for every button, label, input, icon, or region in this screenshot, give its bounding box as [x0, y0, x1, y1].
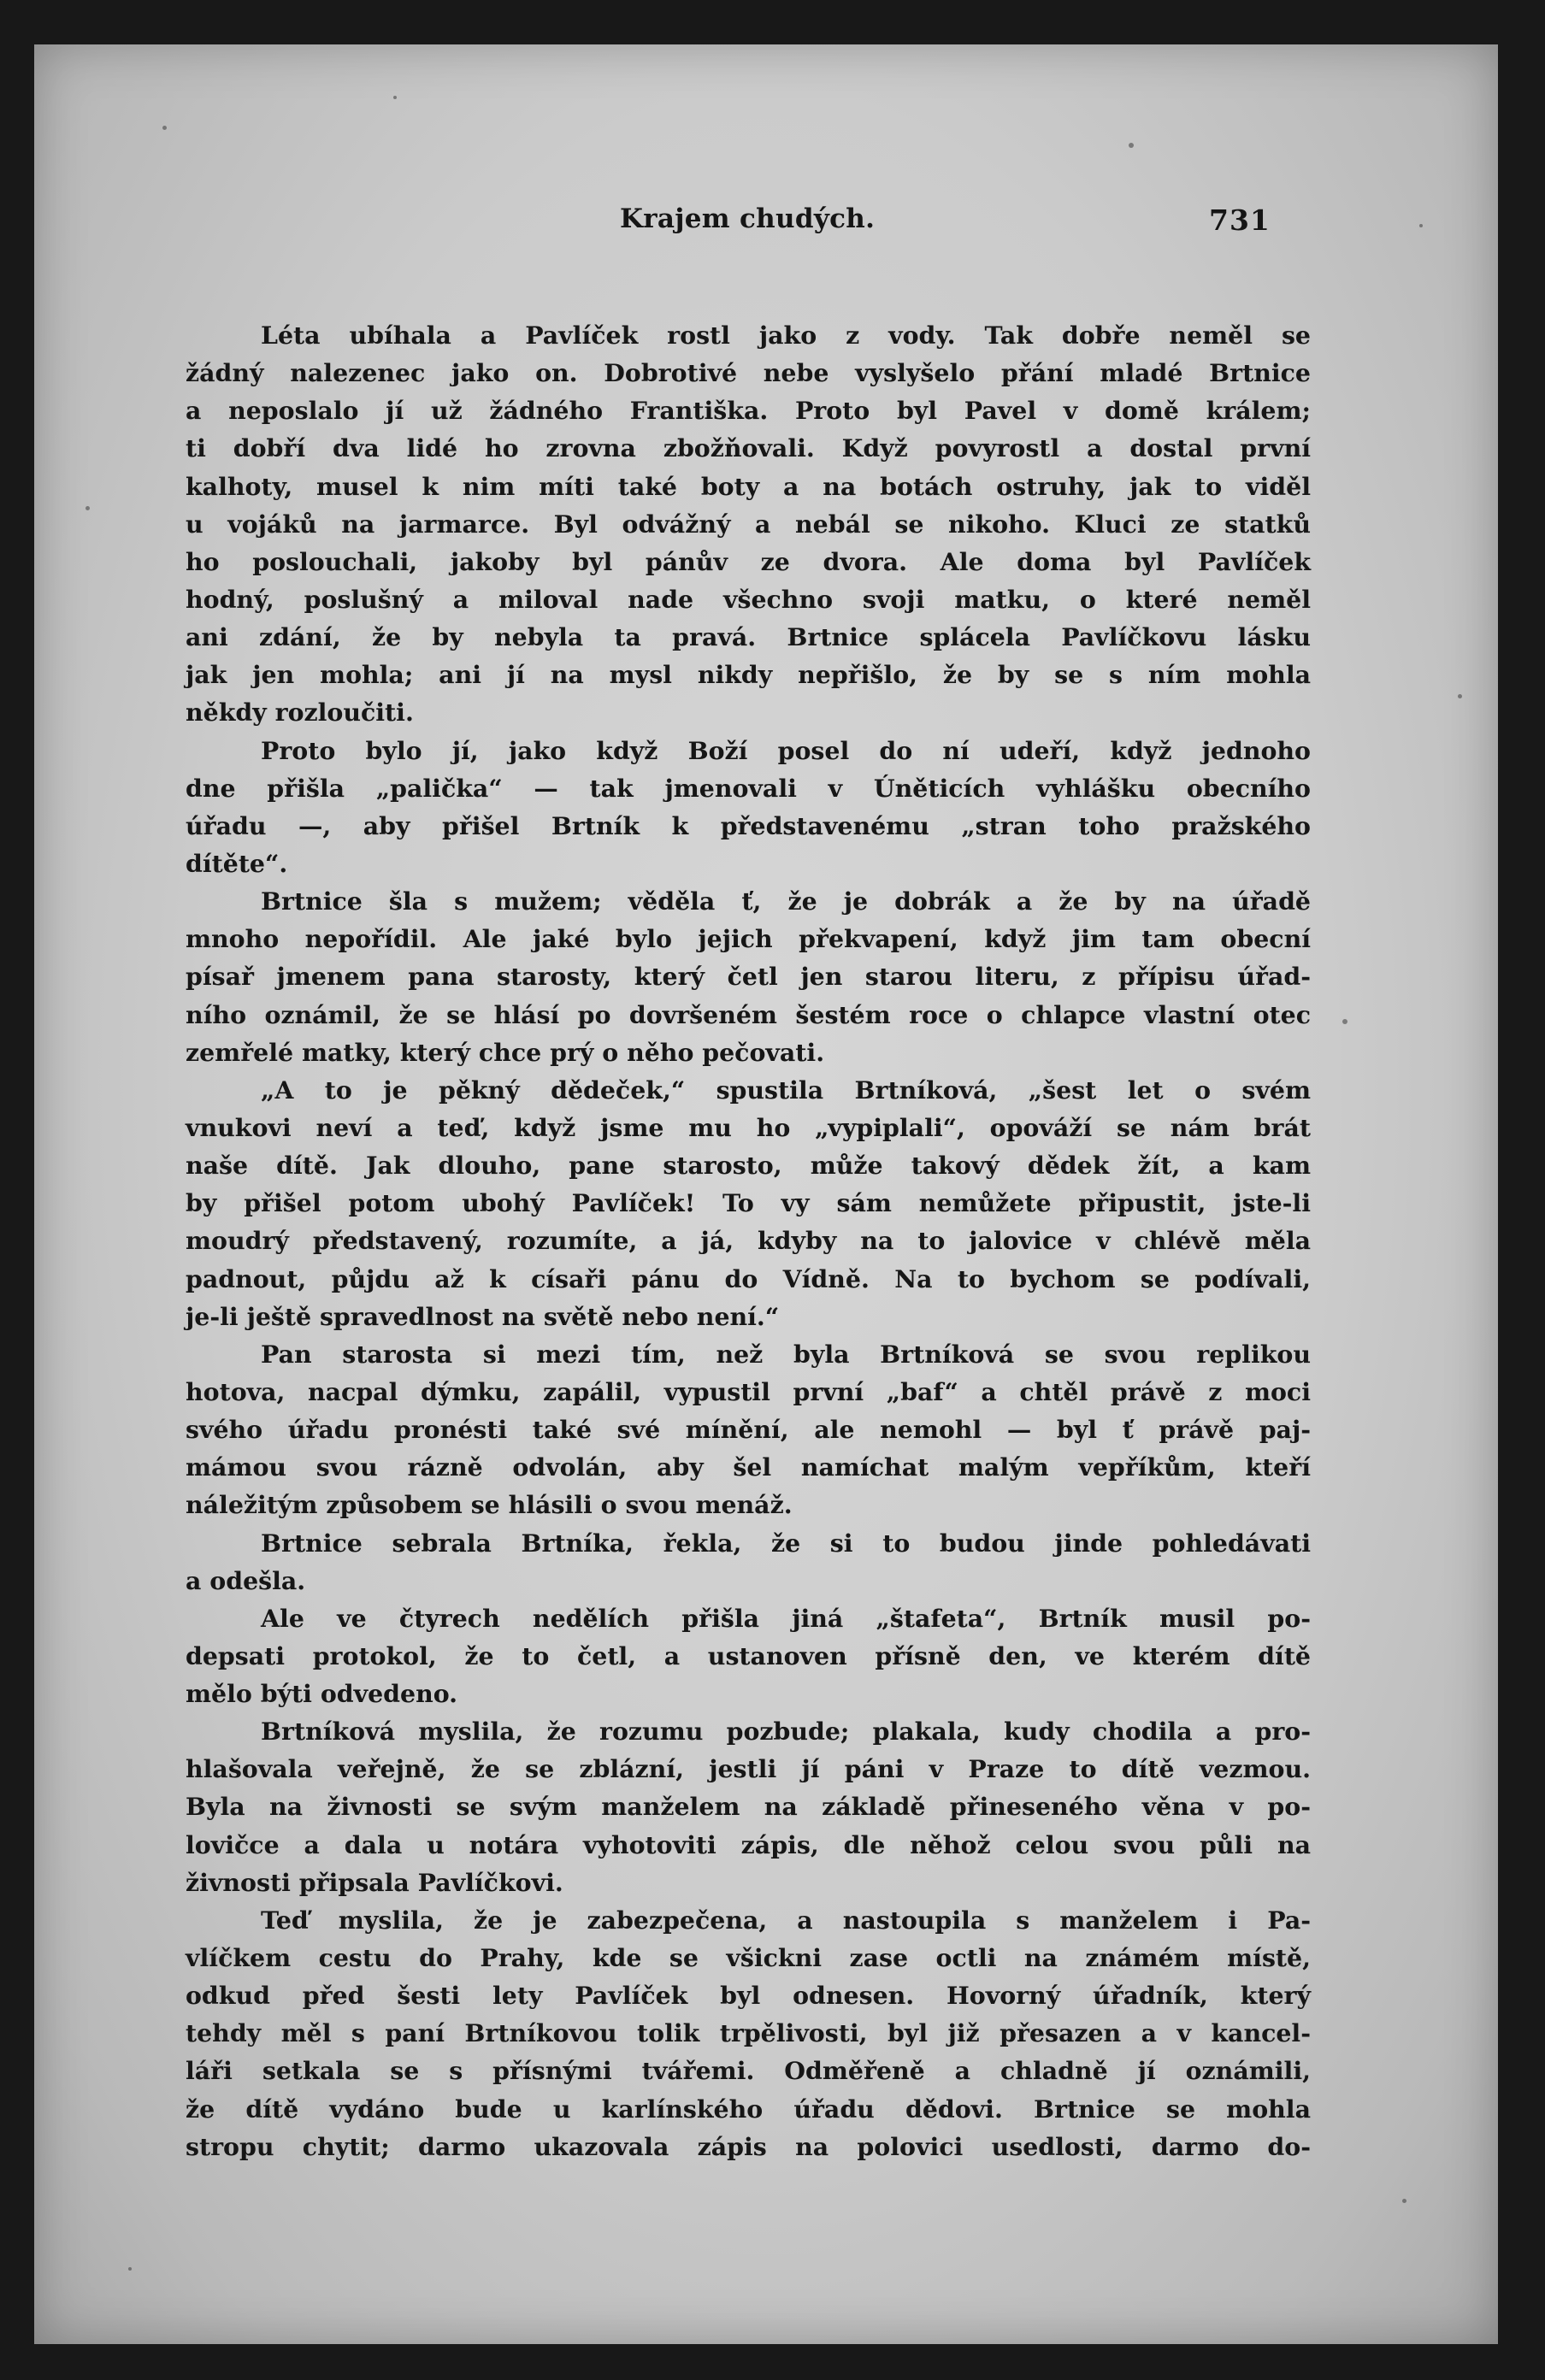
- text-line: mnoho nepořídil. Ale jaké bylo jejich překvapení, když jim tam obecní: [186, 924, 1311, 954]
- text-line: naše dítě. Jak dlouho, pane starosto, může takový dědek žít, a kam: [186, 1151, 1311, 1181]
- text-line: Brtnice šla s mužem; věděla ť, že je dobrák a že by na úřadě: [261, 887, 1311, 916]
- text-line: náležitým způsobem se hlásili o svou menáž.: [186, 1490, 793, 1520]
- text-line: je-li ještě spravedlnost na světě nebo není.“: [186, 1301, 780, 1331]
- text-line: Ale ve čtyrech nedělích přišla jiná „štafeta“, Brtník musil po-: [261, 1603, 1311, 1633]
- paragraph: [186, 1524, 1311, 1599]
- paragraph: [186, 882, 1311, 1071]
- text-line: ního oznámil, že se hlásí po dovršeném šestém roce o chlapce vlastní otec: [186, 999, 1311, 1029]
- text-line: žádný nalezenec jako on. Dobrotivé nebe vyslyšelo přání mladé Brtnice: [186, 358, 1311, 388]
- text-line: živnosti připsala Pavlíčkovi.: [186, 1867, 563, 1897]
- text-line: mělo býti odvedeno.: [186, 1679, 458, 1709]
- text-line: a neposlalo jí už žádného Františka. Proto byl Pavel v domě králem;: [186, 396, 1311, 426]
- text-line: vnukovi neví a teď, když jsme mu ho „vypiplali“, opováží se nám brát: [186, 1112, 1311, 1142]
- text-line: hlašovala veřejně, že se zblázní, jestli jí páni v Praze to dítě vezmou.: [186, 1754, 1311, 1784]
- dust-speck: [86, 506, 90, 510]
- text-line: padnout, půjdu až k císaři pánu do Vídně. Na to bychom se podívali,: [186, 1264, 1311, 1293]
- text-line: Brtnice sebrala Brtníka, řekla, že si to budou jinde pohledávati: [261, 1528, 1311, 1558]
- text-line: lovičce a dala u notára vyhotoviti zápis, dle něhož celou svou půli na: [186, 1829, 1311, 1859]
- text-line: dne přišla „palička“ — tak jmenovali v Úněticích vyhlášku obecního: [186, 773, 1311, 803]
- dust-speck: [128, 2267, 132, 2271]
- book-page: [34, 44, 1498, 2344]
- text-line: ho poslouchali, jakoby byl pánův ze dvora. Ale doma byl Pavlíček: [186, 546, 1311, 576]
- text-line: písař jmenem pana starosty, který četl jen starou literu, z přípisu úřad-: [186, 962, 1311, 992]
- text-line: láři setkala se s přísnými tvářemi. Odměřeně a chladně jí oznámili,: [186, 2056, 1311, 2086]
- page-number: 731: [1209, 203, 1271, 237]
- paragraph: [186, 1335, 1311, 1524]
- text-line: úřadu —, aby přišel Brtník k představenému „stran toho pražského: [186, 810, 1311, 840]
- text-line: u vojáků na jarmarce. Byl odvážný a nebál se nikoho. Kluci ze statků: [186, 509, 1311, 539]
- text-line: ti dobří dva lidé ho zrovna zbožňovali. Když povyrostl a dostal první: [186, 433, 1311, 463]
- text-line: hodný, poslušný a miloval nade všechno svoji matku, o které neměl: [186, 584, 1311, 614]
- dust-speck: [393, 96, 397, 99]
- text-line: dítěte“.: [186, 848, 288, 878]
- text-line: vlíčkem cestu do Prahy, kde se všickni zase octli na známém místě,: [186, 1943, 1311, 1973]
- body-text: [186, 316, 1311, 2165]
- text-line: stropu chytit; darmo ukazovala zápis na polovici usedlosti, darmo do-: [186, 2131, 1311, 2161]
- text-line: mámou svou rázně odvolán, aby šel namíchat malým vepříkům, kteří: [186, 1452, 1311, 1482]
- text-line: odkud před šesti lety Pavlíček byl odnesen. Hovorný úřadník, který: [186, 1981, 1311, 2011]
- text-line: Proto bylo jí, jako když Boží posel do ní udeří, když jednoho: [261, 735, 1311, 765]
- paragraph: [186, 1901, 1311, 2165]
- dust-speck: [1458, 694, 1462, 698]
- text-line: Byla na živnosti se svým manželem na základě přineseného věna v po-: [186, 1792, 1311, 1822]
- text-line: Brtníková myslila, že rozumu pozbude; plakala, kudy chodila a pro-: [261, 1717, 1311, 1747]
- text-line: hotova, nacpal dýmku, zapálil, vypustil první „baf“ a chtěl právě z moci: [186, 1376, 1311, 1406]
- dust-speck: [1129, 143, 1134, 148]
- paragraph: [186, 732, 1311, 883]
- page-header: [34, 198, 1498, 250]
- text-line: svého úřadu pronésti také své mínění, ale nemohl — byl ť právě paj-: [186, 1415, 1311, 1445]
- text-line: Léta ubíhala a Pavlíček rostl jako z vody. Tak dobře neměl se: [261, 321, 1311, 350]
- paragraph: [186, 1712, 1311, 1901]
- text-line: moudrý představený, rozumíte, a já, kdyby na to jalovice v chlévě měla: [186, 1226, 1311, 1256]
- running-title: Krajem chudých.: [620, 203, 876, 234]
- dust-speck: [162, 126, 167, 130]
- text-line: jak jen mohla; ani jí na mysl nikdy nepřišlo, že by se s ním mohla: [186, 660, 1311, 690]
- text-line: zemřelé matky, který chce prý o něho pečovati.: [186, 1037, 825, 1067]
- dust-speck: [1342, 1019, 1347, 1024]
- text-line: depsati protokol, že to četl, a ustanoven přísně den, ve kterém dítě: [186, 1641, 1311, 1670]
- text-line: a odešla.: [186, 1565, 306, 1595]
- paragraph: [186, 316, 1311, 732]
- text-line: Pan starosta si mezi tím, než byla Brtníková se svou replikou: [261, 1339, 1311, 1369]
- text-line: „A to je pěkný dědeček,“ spustila Brtníková, „šest let o svém: [261, 1075, 1311, 1105]
- text-line: by přišel potom ubohý Pavlíček! To vy sám nemůžete připustit, jste-li: [186, 1188, 1311, 1218]
- paragraph: [186, 1071, 1311, 1335]
- text-line: že dítě vydáno bude u karlínského úřadu dědovi. Brtnice se mohla: [186, 2094, 1311, 2124]
- text-line: někdy rozloučiti.: [186, 698, 414, 728]
- dust-speck: [1402, 2199, 1406, 2203]
- text-line: Teď myslila, že je zabezpečena, a nastoupila s manželem i Pa-: [261, 1905, 1311, 1935]
- text-line: ani zdání, že by nebyla ta pravá. Brtnice splácela Pavlíčkovu lásku: [186, 622, 1311, 652]
- paragraph: [186, 1599, 1311, 1712]
- text-line: tehdy měl s paní Brtníkovou tolik trpělivosti, byl již přesazen a v kancel-: [186, 2018, 1311, 2048]
- text-line: kalhoty, musel k nim míti také boty a na botách ostruhy, jak to viděl: [186, 471, 1311, 501]
